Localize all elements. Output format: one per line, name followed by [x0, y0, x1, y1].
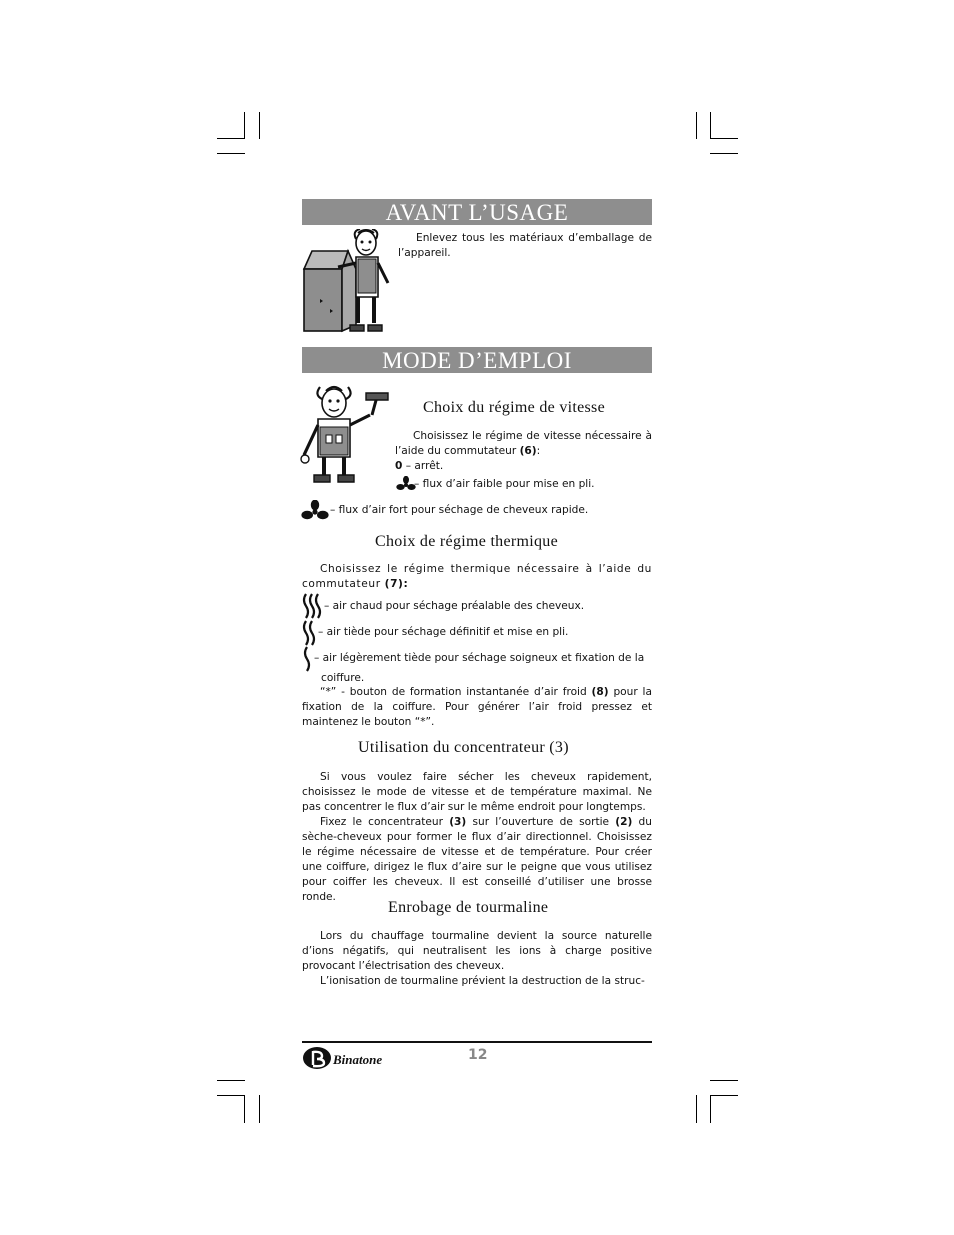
heat-wave-1-icon	[302, 646, 312, 672]
heading-choix-thermique: Choix de régime thermique	[375, 533, 559, 550]
fan-icon	[396, 476, 416, 494]
thermique-warm: – air tiède pour séchage définitif et mise en pli.	[318, 626, 569, 638]
vitesse-intro: Choisissez le régime de vitesse nécessaire à l’aide du commutateur (6):	[395, 430, 652, 457]
heading-concentrateur: Utilisation du concentrateur (3)	[358, 739, 569, 756]
page-number: 12	[468, 1047, 488, 1063]
vitesse-high: – flux d’air fort pour séchage de cheveux rapide.	[330, 504, 589, 516]
heading-choix-vitesse: Choix du régime de vitesse	[423, 399, 605, 416]
thermique-cold: “*” - bouton de formation instantanée d’air froid (8) pour la fixation de la coiffure. Pour générer l’air froid pressez et maintenez le bouton “*”.	[302, 686, 652, 728]
vitesse-low: – flux d’air faible pour mise en pli.	[414, 478, 595, 490]
vitesse-off: 0 – arrêt.	[395, 460, 444, 472]
fan-icon	[301, 500, 329, 524]
thermique-intro: Choisissez le régime thermique nécessaire à l’aide du commutateur (7):	[302, 563, 652, 590]
thermique-mild-cont: coiffure.	[321, 672, 365, 684]
man-with-box-illustration	[302, 229, 398, 335]
section-title-avant-usage: AVANT L’USAGE	[302, 199, 652, 225]
concentrateur-p1: Si vous voulez faire sécher les cheveux rapidement, choisissez le mode de vitesse et de température maximal. Ne pas concentrer le flux d’air sur le même endroit pour longtemps.	[302, 771, 652, 813]
avant-usage-text: Enlevez tous les matériaux d’emballage de l’appareil.	[398, 232, 652, 259]
tourmaline-p2: L’ionisation de tourmaline prévient la destruction de la struc-	[320, 975, 645, 987]
tourmaline-p1: Lors du chauffage tourmaline devient la source naturelle d’ions négatifs, qui neutralisent les ions à charge positive provocant l’électrisation des cheveux.	[302, 930, 652, 972]
heading-tourmaline: Enrobage de tourmaline	[388, 899, 549, 916]
brand-name: Binatone	[333, 1052, 383, 1067]
section-title-mode-emploi: MODE D’EMPLOI	[302, 347, 652, 373]
heat-waves-2-icon	[302, 620, 318, 646]
thermique-mild: – air légèrement tiède pour séchage soigneux et fixation de la	[314, 652, 645, 664]
concentrateur-p2: Fixez le concentrateur (3) sur l’ouverture de sortie (2) du sèche-cheveux pour former le flux d’air directionnel. Choisissez le régime nécessaire de vitesse et de température. Pour créer une coiffure, dirigez le flux d’aire sur le peigne que vous utilisez pour coiffer les cheveux. Il est conseillé d’utiliser une brosse ronde.	[302, 816, 652, 903]
thermique-hot: – air chaud pour séchage préalable des cheveux.	[324, 600, 585, 612]
man-with-hammer-illustration	[300, 385, 392, 487]
heat-waves-3-icon	[302, 593, 322, 619]
footer-rule	[302, 1041, 652, 1043]
